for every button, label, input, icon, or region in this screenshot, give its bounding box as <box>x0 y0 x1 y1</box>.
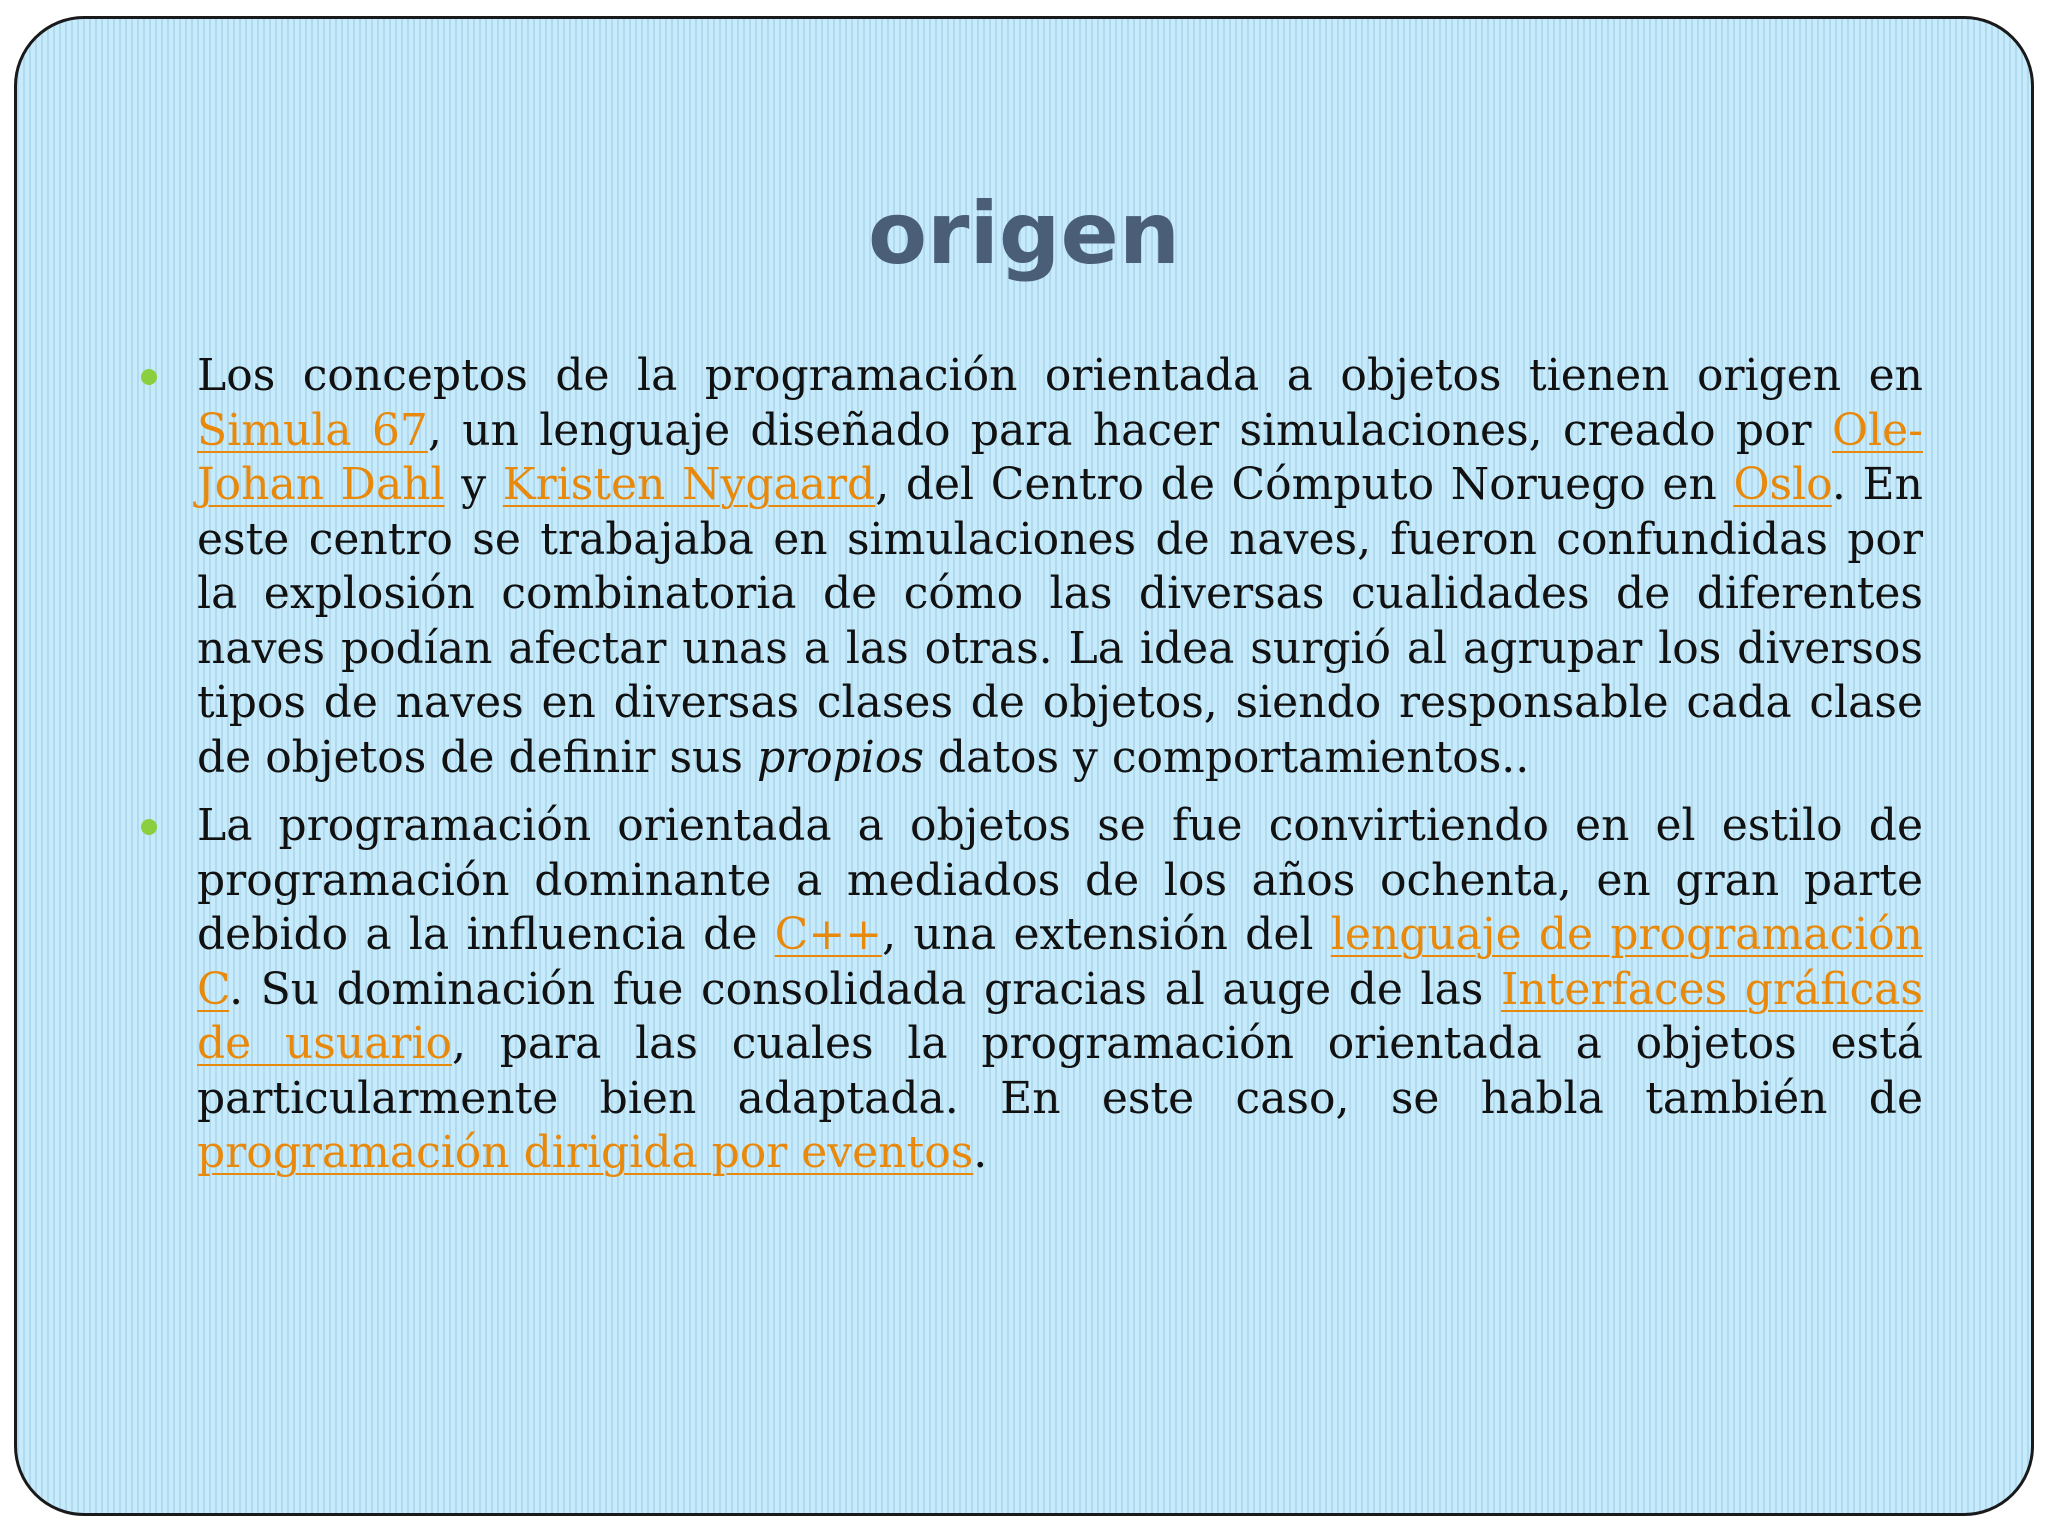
link-lenguaje-c[interactable]: lenguaje de programación C <box>197 909 1923 1015</box>
bullet-text: Los conceptos de la programación orientada a objetos tienen origen en <box>197 350 1923 401</box>
bullet-text: , una extensión del <box>882 909 1331 960</box>
link-interfaces-graficas[interactable]: Interfaces gráficas de usuario <box>197 963 1923 1069</box>
link-programacion-eventos[interactable]: programación dirigida por eventos <box>197 1127 974 1178</box>
bullet-text: . <box>973 1127 988 1178</box>
link-cpp[interactable]: C++ <box>774 909 883 960</box>
emphasis-text: propios <box>756 731 924 783</box>
bullet-text: . Su dominación fue consolidada gracias al auge de las <box>229 963 1501 1015</box>
bullet-item-dominance <box>197 799 1923 1181</box>
link-simula-67[interactable]: Simula 67 <box>197 404 428 456</box>
link-oslo[interactable]: Oslo <box>1733 459 1832 510</box>
bullet-text: , un lenguaje diseñado para hacer simulaciones, creado por <box>427 404 1832 456</box>
bullet-dot-icon <box>141 369 157 385</box>
bullet-text: datos y comportamientos.. <box>923 731 1530 783</box>
bullet-item-origins <box>197 349 1923 785</box>
bullet-text: , del Centro de Cómputo Noruego en <box>875 459 1734 510</box>
bullet-text: y <box>444 459 503 510</box>
slide <box>14 16 2034 1516</box>
bullet-text: . En este centro se trabajaba en simulaciones de naves, fueron confundidas por la explosión combinatoria de cómo las diversas cualidades de diferentes naves podían afectar unas a las otras. La idea surgió al agrupar los diversos tipos de naves en diversas clases de objetos, siendo responsable cada clase de objetos de definir sus <box>197 459 1923 783</box>
link-kristen-nygaard[interactable]: Kristen Nygaard <box>502 459 876 510</box>
bullet-list <box>197 349 1923 1195</box>
bullet-text: La programación orientada a objetos se fue convirtiendo en el estilo de programación dominante a mediados de los años ochenta, en gran parte debido a la influencia de <box>197 800 1923 960</box>
bullet-text: , para las cuales la programación orientada a objetos está particularmente bien adaptada. En este caso, se habla también de <box>197 1018 1923 1124</box>
slide-title: origen <box>867 184 1181 284</box>
link-ole-johan-dahl[interactable]: Ole-Johan Dahl <box>197 404 1923 510</box>
bullet-dot-icon <box>141 819 157 835</box>
